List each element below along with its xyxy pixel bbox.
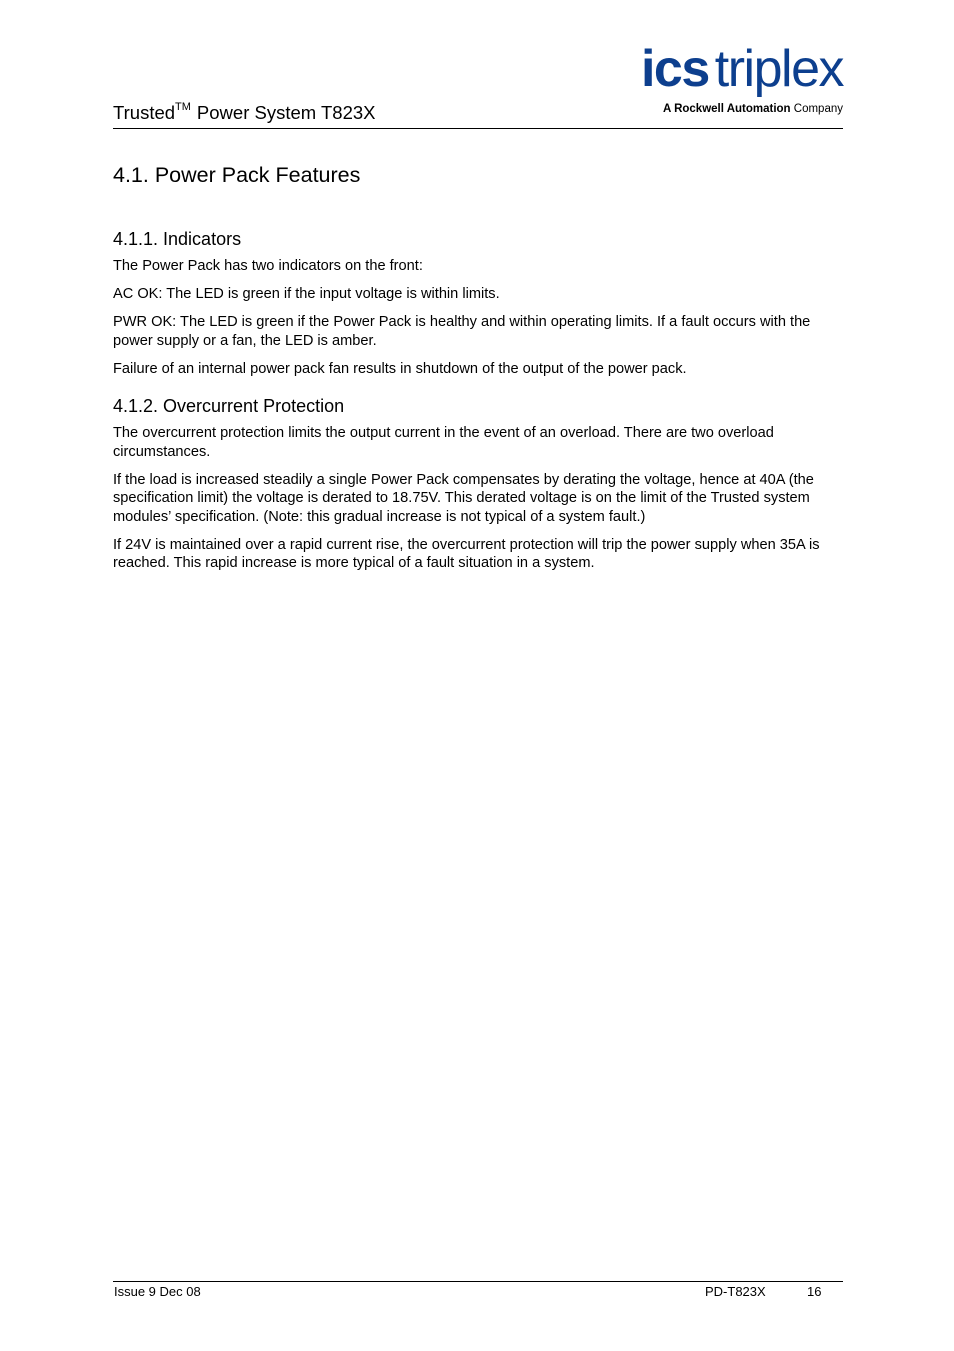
logo-wordmark: [641, 40, 843, 98]
logo-triplex: triplex: [714, 40, 843, 98]
logo-tagline-prefix: A: [663, 103, 675, 115]
logo-tagline-strong: Rockwell Automation: [674, 103, 791, 115]
page-footer: [113, 1281, 843, 1306]
trademark-superscript: TM: [175, 101, 191, 113]
logo-tagline-suffix: Company: [790, 103, 843, 115]
subsection-heading-overcurrent: 4.1.2. Overcurrent Protection: [113, 396, 345, 416]
paragraph: The Power Pack has two indicators on the front:: [113, 258, 423, 274]
paragraph: If 24V is maintained over a rapid current rise, the overcurrent protection will trip the power supply when 35A is reached. This rapid increase is more typical of a fault situation in a system.: [113, 536, 820, 571]
subsection-heading-indicators: 4.1.1. Indicators: [113, 229, 242, 249]
footer-doc-id: PD-T823X: [705, 1284, 766, 1299]
footer-issue: Issue 9 Dec 08: [114, 1284, 201, 1299]
footer-page-number: 16: [807, 1284, 822, 1299]
section-heading: 4.1. Power Pack Features: [113, 163, 361, 187]
logo-ics: ics: [640, 40, 709, 98]
page-header: [113, 40, 843, 129]
page-content: [113, 160, 843, 573]
company-logo: [611, 40, 843, 120]
logo-tagline: [663, 102, 843, 116]
paragraph: The overcurrent protection limits the output current in the event of an overload. There are two overload circumstances.: [113, 425, 774, 460]
document-title: [113, 102, 376, 124]
paragraph: If the load is increased steadily a single Power Pack compensates by derating the voltage, hence at 40A (the specification limit) the voltage is derated to 18.75V. This derated voltage is on the limit of the Trusted system modules’ specification. (Note: this gradual increase is not typical of a system fault.): [113, 471, 814, 525]
title-suffix: Power System T823X: [196, 102, 376, 123]
paragraph: Failure of an internal power pack fan results in shutdown of the output of the power pack.: [113, 360, 687, 377]
paragraph: PWR OK: The LED is green if the Power Pack is healthy and within operating limits. If a fault occurs with the power supply or a fan, the LED is amber.: [113, 314, 811, 349]
paragraph: AC OK: The LED is green if the input voltage is within limits.: [113, 286, 500, 302]
title-prefix: Trusted: [113, 102, 176, 123]
